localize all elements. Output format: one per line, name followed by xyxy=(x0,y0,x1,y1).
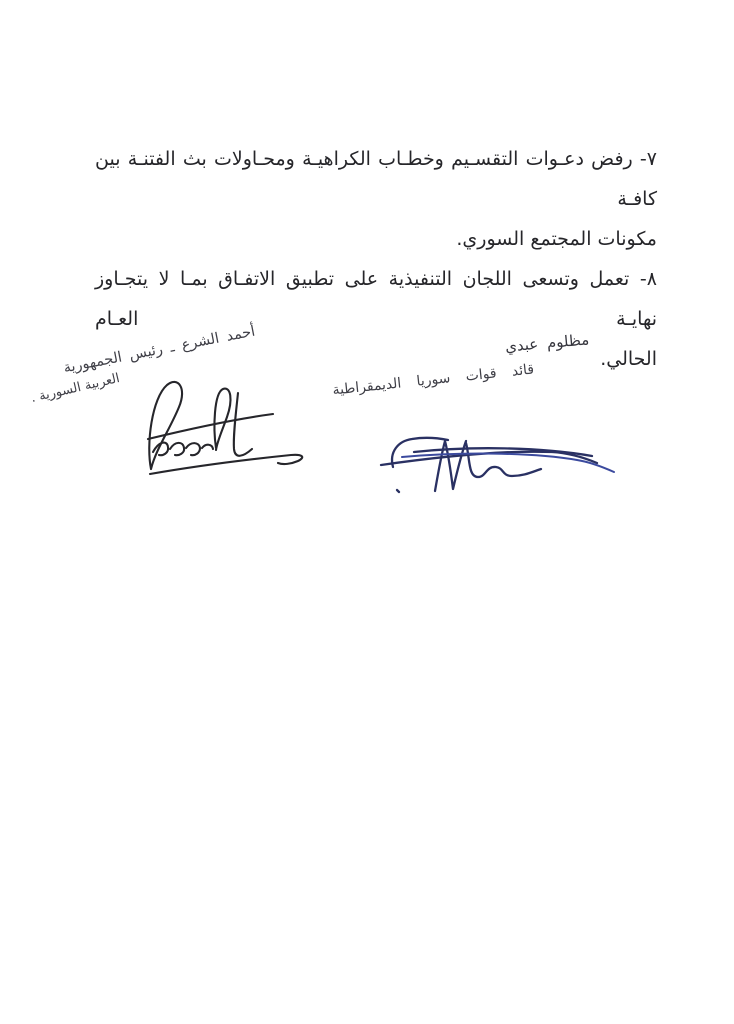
abdi-signature-scrawl-blue-stroke xyxy=(402,454,614,472)
sharaa-handwritten-name-line-2: العربية السورية . xyxy=(29,370,122,407)
clause-7-line-2: مكونات المجتمع السوري. xyxy=(456,228,657,250)
clause-8-line-2: الحالي. xyxy=(600,348,657,370)
clause-8-line-1: ٨- تعمل وتسعى اللجان التنفيذية على تطبيق الاتفـاق بمـا لا يتجـاوز نهايـة العـام xyxy=(95,268,657,330)
abdi-handwritten-title: قائد قوات سوريا الديمقراطية xyxy=(331,361,535,399)
sharaa-handwritten-name-line-1: أحمد الشرع ـ رئيس الجمهورية xyxy=(62,323,257,377)
clause-7-line-1: ٧- رفض دعـوات التقسـيم وخطـاب الكراهيـة ومحـاولات بث الفتنـة بين كافـة xyxy=(95,148,657,210)
sharaa-signature-scrawl xyxy=(148,382,302,474)
abdi-signature-scrawl xyxy=(381,438,597,492)
abdi-handwritten-name: مظلوم عبدي xyxy=(504,330,590,356)
